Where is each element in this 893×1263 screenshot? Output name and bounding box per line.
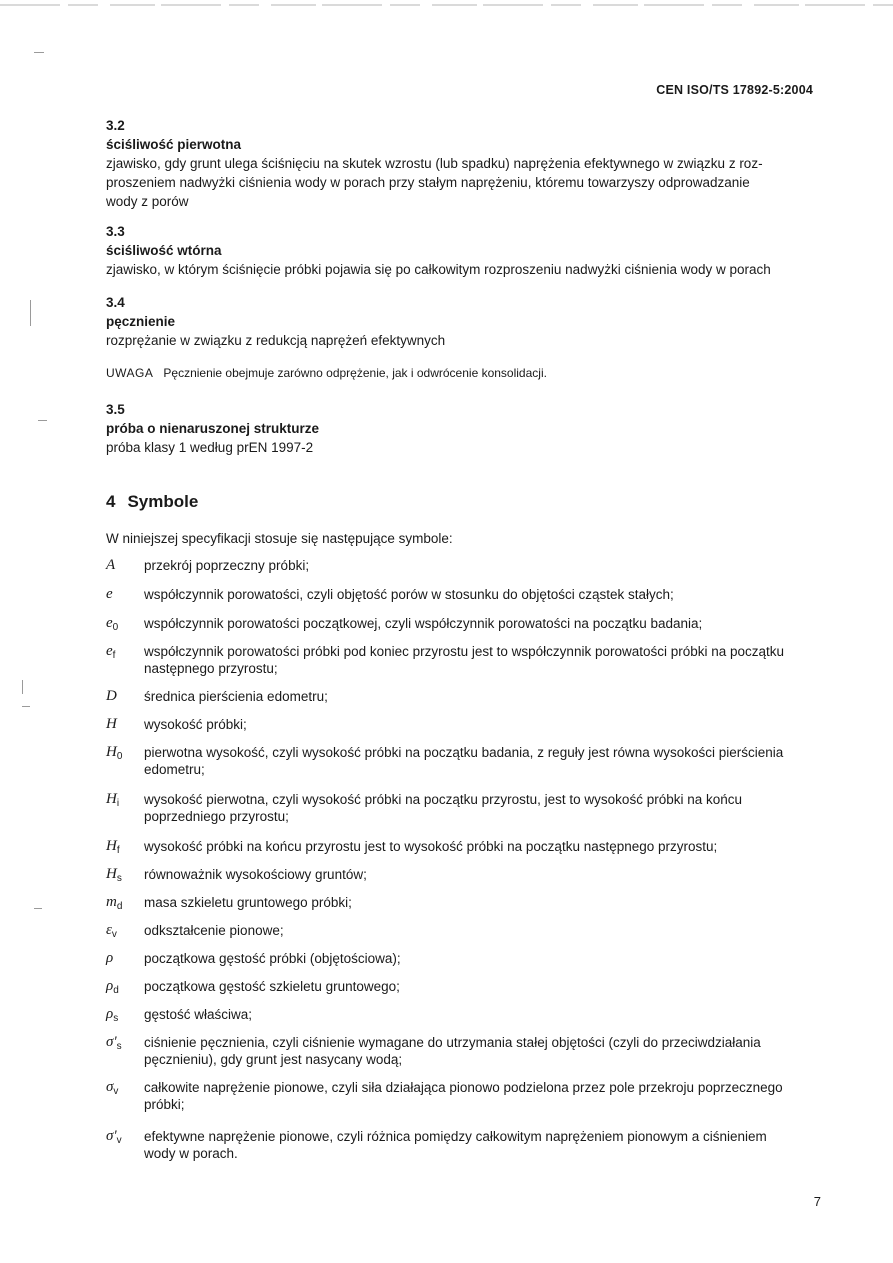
symbol-subscript: v (116, 1135, 122, 1146)
symbol-description (144, 716, 822, 733)
symbol-description (144, 1034, 822, 1068)
symbol-row (106, 838, 822, 855)
symbol-subscript: s (116, 873, 122, 884)
term-name: próba o nienaruszonej strukturze (106, 421, 320, 436)
term-definition-line: zjawisko, gdy grunt ulega ściśnięciu na skutek wzrostu (lub spadku) naprężenia efektywnego w związku z roz- (106, 156, 763, 171)
term-definition-line: rozprężanie w związku z redukcją naprężeń efektywnych (106, 333, 446, 348)
symbol-description-line: współczynnik porowatości próbki pod koniec przyrostu jest to współczynnik porowatości próbki na początku (144, 644, 785, 659)
symbol (106, 1034, 144, 1052)
symbol-row (106, 716, 822, 733)
symbol-base: A (106, 557, 116, 573)
symbol (106, 744, 144, 762)
term-name: ściśliwość wtórna (106, 243, 222, 258)
symbol-row (106, 615, 822, 632)
symbol-description-line: początkowa gęstość próbki (objętościowa); (144, 951, 401, 966)
symbol-row (106, 586, 822, 603)
term-definition-line: zjawisko, w którym ściśnięcie próbki pojawia się po całkowitym rozproszeniu nadwyżki ciśnienia wody w porach (106, 262, 771, 277)
term-number: 3.4 (106, 295, 125, 310)
symbol (106, 894, 144, 912)
symbol-row (106, 866, 822, 883)
symbol-base: σ (106, 1079, 114, 1095)
symbol-description (144, 557, 822, 574)
scan-artifact-top-line (0, 2, 893, 8)
term-name: pęcznienie (106, 314, 176, 329)
symbol-row (106, 791, 822, 825)
symbol-description-line: średnica pierścienia edometru; (144, 689, 328, 704)
section-title: Symbole (127, 492, 199, 511)
note (106, 366, 547, 380)
symbol (106, 838, 144, 856)
symbol-row (106, 643, 822, 677)
symbol (106, 1128, 144, 1146)
symbol-description-line: wody w porach. (144, 1146, 238, 1161)
symbol-description-line: efektywne naprężenie pionowe, czyli różnica pomiędzy całkowitym naprężeniem pionowym a ciśnieniem (144, 1129, 767, 1144)
symbol-description (144, 688, 822, 705)
symbol-description-line: poprzedniego przyrostu; (144, 809, 289, 824)
symbol (106, 557, 144, 574)
symbol-description (144, 978, 822, 995)
symbol-subscript: 0 (112, 622, 119, 633)
symbol-description-line: całkowite naprężenie pionowe, czyli siła działająca pionowo podzielona przez pole przekroju poprzecznego (144, 1080, 783, 1095)
symbol-description (144, 838, 822, 855)
term-number: 3.3 (106, 224, 125, 239)
symbol-base: H (106, 866, 117, 882)
scan-speck (34, 52, 44, 53)
symbol (106, 950, 144, 967)
symbol-description-line: gęstość właściwa; (144, 1007, 253, 1022)
note-label: UWAGA (106, 366, 154, 380)
symbol-row (106, 744, 822, 778)
symbol-row (106, 978, 822, 995)
document-reference: CEN ISO/TS 17892-5:2004 (656, 83, 813, 97)
symbol-description (144, 1079, 822, 1113)
symbol-row (106, 1034, 822, 1068)
symbol-base: ρ (106, 950, 114, 966)
scan-speck (38, 420, 47, 421)
symbol-subscript: i (116, 798, 120, 809)
symbol-description (144, 950, 822, 967)
symbol-base: D (106, 688, 117, 704)
term-number: 3.5 (106, 402, 125, 417)
symbol-description-line: współczynnik porowatości początkowej, czyli współczynnik porowatości na początku badania; (144, 616, 703, 631)
note-text: Pęcznienie obejmuje zarówno odprężenie, jak i odwrócenie konsolidacji. (163, 366, 547, 380)
symbol-description-line: przekrój poprzeczny próbki; (144, 558, 310, 573)
symbol-row (106, 1128, 822, 1162)
symbol-description (144, 586, 822, 603)
symbol-base: H (106, 744, 117, 760)
symbol-base: e (106, 643, 113, 659)
symbol-subscript: s (113, 1013, 119, 1024)
symbol (106, 1006, 144, 1024)
symbol (106, 866, 144, 884)
section-number: 4 (106, 492, 116, 511)
symbol-subscript: f (112, 650, 116, 661)
term-definition-line: wody z porów (106, 194, 189, 209)
symbol-base: m (106, 894, 117, 910)
term-name: ściśliwość pierwotna (106, 137, 242, 152)
symbol (106, 643, 144, 661)
term-3-4 (106, 293, 818, 350)
symbol (106, 978, 144, 996)
scan-speck (22, 680, 23, 694)
symbol-row (106, 894, 822, 911)
symbol (106, 791, 144, 809)
term-3-2 (106, 116, 818, 211)
symbol-subscript: v (111, 929, 117, 940)
symbol-description-line: masa szkieletu gruntowego próbki; (144, 895, 352, 910)
scan-speck (22, 706, 30, 707)
symbol-row (106, 557, 822, 574)
symbol-description-line: następnego przyrostu; (144, 661, 278, 676)
symbol-description (144, 1128, 822, 1162)
symbol-subscript: f (116, 845, 120, 856)
symbol-subscript: s (116, 1041, 122, 1052)
symbol-description-line: edometru; (144, 762, 205, 777)
symbol-row (106, 950, 822, 967)
scan-speck (30, 300, 31, 326)
symbol (106, 586, 144, 603)
term-number: 3.2 (106, 118, 125, 133)
term-3-3 (106, 222, 818, 279)
symbol-subscript: v (113, 1086, 119, 1097)
symbol-base: ρ (106, 1006, 114, 1022)
symbol-row (106, 922, 822, 939)
symbol-description-line: równoważnik wysokościowy gruntów; (144, 867, 367, 882)
symbol-description (144, 643, 822, 677)
symbol-subscript: d (116, 901, 123, 912)
symbol-description-line: próbki; (144, 1097, 185, 1112)
scan-speck (34, 908, 42, 909)
symbol (106, 716, 144, 733)
symbol (106, 1079, 144, 1097)
term-definition-line: proszeniem nadwyżki ciśnienia wody w porach przy stałym naprężeniu, któremu towarzyszy odprowadzanie (106, 175, 750, 190)
symbol-row (106, 1006, 822, 1023)
symbol (106, 922, 144, 940)
symbol-description-line: wysokość próbki; (144, 717, 247, 732)
term-3-5 (106, 400, 818, 457)
symbols-intro: W niniejszej specyfikacji stosuje się następujące symbole: (106, 531, 453, 546)
symbol-description (144, 922, 822, 939)
symbol-subscript: d (113, 985, 119, 996)
symbol-base: ε (106, 922, 112, 938)
symbol-base: e (106, 586, 113, 602)
symbol (106, 688, 144, 705)
symbol-base: H (106, 716, 117, 732)
symbol-row (106, 688, 822, 705)
symbol-description (144, 744, 822, 778)
symbol-base: e (106, 615, 113, 631)
symbol-row (106, 1079, 822, 1113)
symbol-description (144, 894, 822, 911)
term-definition-line: próba klasy 1 według prEN 1997-2 (106, 440, 314, 455)
symbol-description-line: ciśnienie pęcznienia, czyli ciśnienie wymagane do utrzymania stałej objętości (czyli do przeciwdziałania (144, 1035, 761, 1050)
symbol-base: σ' (106, 1128, 117, 1144)
symbol-description-line: początkowa gęstość szkieletu gruntowego; (144, 979, 400, 994)
symbol-description (144, 1006, 822, 1023)
page-number: 7 (813, 1194, 821, 1209)
symbol-description (144, 791, 822, 825)
symbol-base: H (106, 838, 117, 854)
symbol-base: H (106, 791, 117, 807)
symbol-description-line: pierwotna wysokość, czyli wysokość próbki na początku badania, z reguły jest równa wysokości pierścienia (144, 745, 784, 760)
symbol-description (144, 615, 822, 632)
symbol-description-line: wysokość pierwotna, czyli wysokość próbki na początku przyrostu, jest to wysokość próbki na końcu (144, 792, 743, 807)
symbol-description-line: pęcznieniu), gdy grunt jest nasycany wodą; (144, 1052, 403, 1067)
section-heading (106, 492, 198, 512)
symbol-subscript: 0 (116, 751, 123, 762)
symbol-base: ρ (106, 978, 114, 994)
symbol-description-line: wysokość próbki na końcu przyrostu jest to wysokość próbki na początku następnego przyrostu; (144, 839, 718, 854)
symbol-description-line: odkształcenie pionowe; (144, 923, 284, 938)
symbol-base: σ' (106, 1034, 117, 1050)
symbol-description-line: współczynnik porowatości, czyli objętość porów w stosunku do objętości cząstek stałych; (144, 587, 674, 602)
symbol-description (144, 866, 822, 883)
symbol (106, 615, 144, 633)
